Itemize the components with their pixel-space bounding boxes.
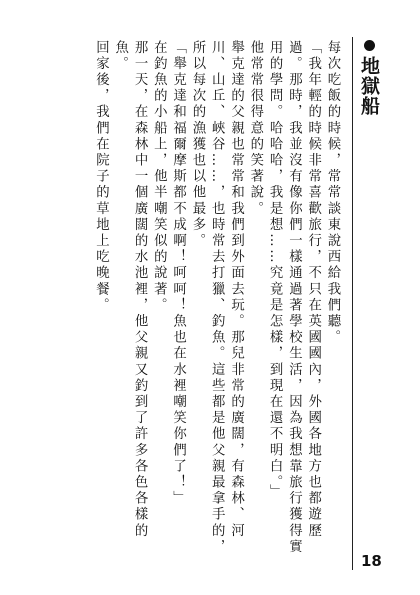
paragraph: 他常常很得意的笑著說。 (247, 40, 263, 218)
paragraph: 那一天，在森林中一個廣闊的水池裡，他父親又釣到了許多各色各樣的魚。 (112, 40, 148, 540)
page-number: 18 (361, 552, 382, 570)
paragraph: 「我年輕的時候非常喜歡旅行，不只在英國國內，外國各地方也都遊歷過。那時，我並沒有像你們一樣通過著學校生活，因為我想靠旅行獲得實用的學問。哈哈哈，我是想……究竟是怎樣，到現在還不明白。」 (267, 40, 321, 556)
header-rule (352, 37, 353, 570)
section-title: 地獄船 (358, 56, 380, 116)
paragraph: 舉克達的父親也常常和我們到外面去玩。那兒非常的廣闊，有森林、河川、山丘、峽谷……，也時常去打獵、釣魚。這些都是他父親最拿手的，所以每次的漁獲也以他最多。 (189, 40, 244, 556)
paragraph: 每次吃飯的時候，常常談東說西給我們聽。 (325, 40, 340, 346)
paragraph: 「舉克達和福爾摩斯都不成啊！呵呵！魚也在水裡嘲笑你們了！」 (170, 40, 186, 507)
section-bullet-icon (364, 40, 375, 51)
paragraph: 回家後，我們在院子的草地上吃晚餐。 (93, 40, 109, 314)
body-text (62, 40, 342, 565)
paragraph: 在釣魚的小船上，他半嘲笑似的說著。 (151, 40, 167, 314)
